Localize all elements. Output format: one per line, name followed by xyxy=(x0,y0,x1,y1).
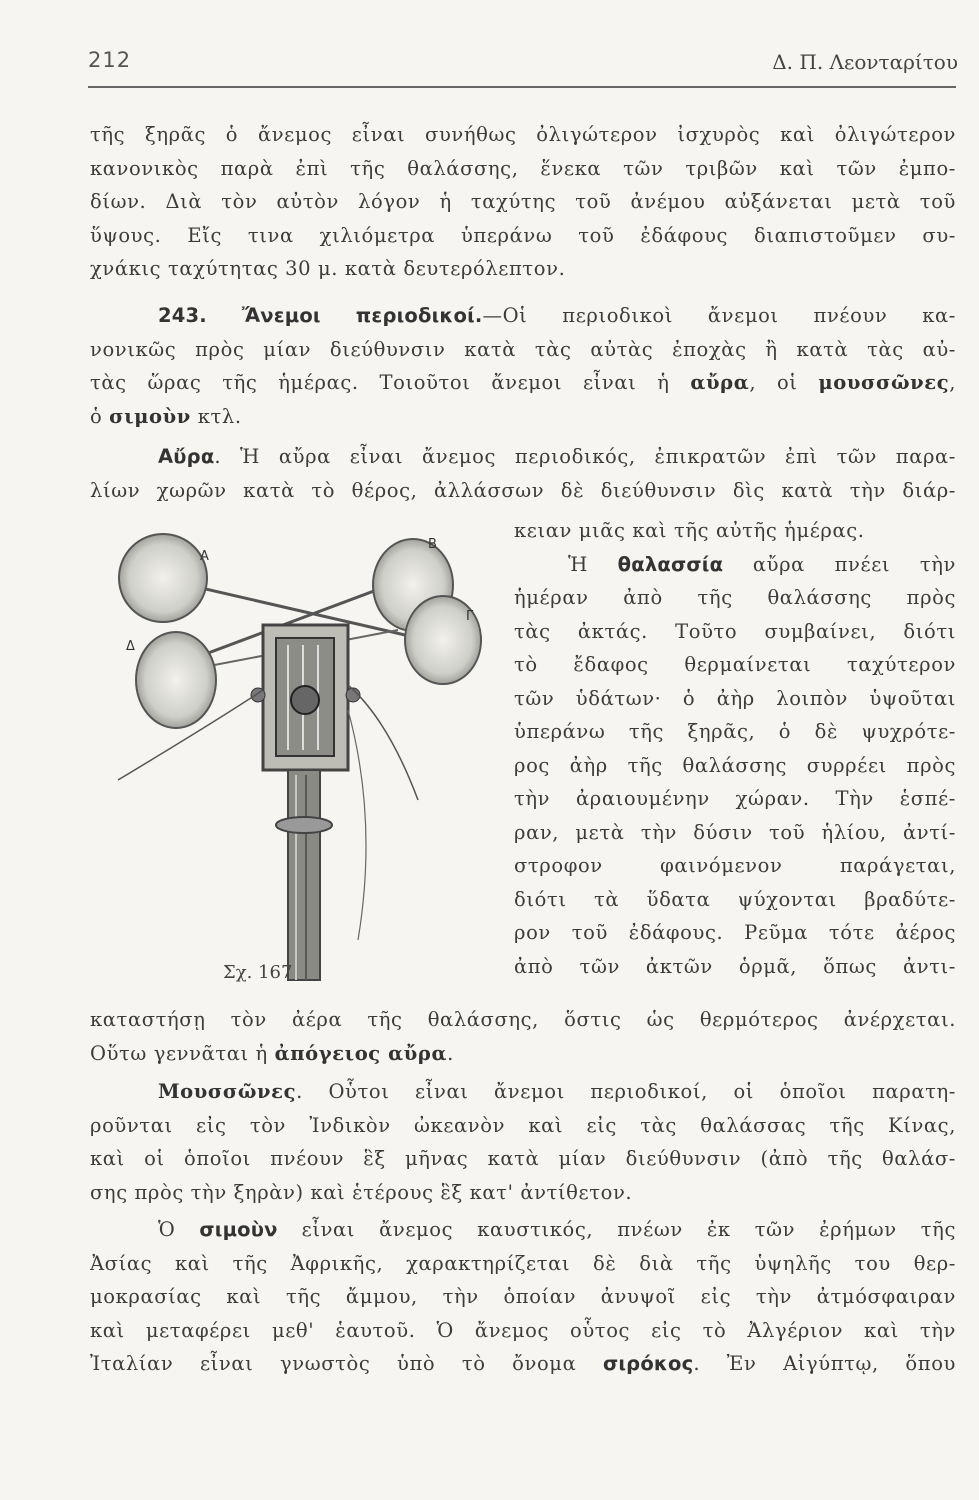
anemometer-illustration-icon xyxy=(88,520,508,1000)
text-line: λίων χωρῶν κατὰ τὸ θέρος, ἀλλάσσων δὲ διεύθυνσιν δὶς κατὰ τὴν διάρ- xyxy=(90,478,956,502)
text-line: κειαν μιᾶς καὶ τῆς αὐτῆς ἡμέρας. xyxy=(514,519,865,542)
text-line: τῆς ξηρᾶς ὁ ἄνεμος εἶναι συνήθως ὀλιγώτερον ἰσχυρὸς καὶ ὀλιγώτερον xyxy=(90,123,956,146)
text-line: δίων. Διὰ τὸν αὐτὸν λόγον ἡ ταχύτης τοῦ ἀνέμου αὐξάνεται μετὰ τοῦ xyxy=(90,190,956,213)
text-line: στροφον φαινόμενον παράγεται, xyxy=(514,854,956,877)
section-heading-line xyxy=(90,299,956,333)
text-line: ἡμέραν ἀπὸ τῆς θαλάσσης πρὸς xyxy=(514,586,956,609)
text-run: , xyxy=(949,371,956,394)
simoun-heading: σιμοὺν xyxy=(199,1218,278,1241)
text-line: ρον τοῦ ἐδάφους. Ρεῦμα τότε ἀέρος xyxy=(514,921,956,944)
text-run: . xyxy=(447,1041,454,1065)
text-run: Οὕτω γεννᾶται ἡ xyxy=(90,1041,275,1065)
text-line: ὑπεράνω τῆς ξηρᾶς, ὁ δὲ ψυχρότε- xyxy=(514,720,956,743)
text-line: τὴν ἀραιουμένην χώραν. Τὴν ἑσπέ- xyxy=(514,787,956,810)
figure-caption: Σχ. 167 xyxy=(223,962,293,983)
avra-heading: Αὔρα xyxy=(158,445,215,468)
text-run: Ὁ xyxy=(158,1218,200,1241)
text-run: τὰς ὥρας τῆς ἡμέρας. Τοιοῦτοι ἄνεμοι εἶναι ἡ xyxy=(90,371,691,394)
running-head: Δ. Π. Λεονταρίτου xyxy=(772,50,958,74)
text-line xyxy=(90,1037,956,1071)
text-line xyxy=(90,1347,956,1381)
text-line xyxy=(90,1075,956,1109)
avra-narrow-column xyxy=(514,514,956,983)
figure-label-a: Α xyxy=(200,549,209,564)
text-line: ὕψους. Εἴς τινα χιλιόμετρα ὑπεράνω τοῦ ἐδάφους διαπιστοῦμεν συ- xyxy=(90,223,956,247)
figure-label-g: Γ xyxy=(466,609,474,624)
text-line xyxy=(514,548,956,582)
text-line: ραν, μετὰ τὴν δύσιν τοῦ ἡλίου, ἀντί- xyxy=(514,820,956,844)
text-line: Ἀσίας καὶ τῆς Ἀφρικῆς, χαρακτηρίζεται δὲ διὰ τῆς ὑψηλῆς του θερ- xyxy=(90,1251,956,1275)
text-run: —Οἱ περιοδικοὶ ἄνεμοι πνέουν κα- xyxy=(482,304,956,327)
text-line xyxy=(90,366,956,400)
term-simoun: σιμοὺν xyxy=(109,404,191,428)
text-run: Ἰταλίαν εἶναι γνωστὸς ὑπὸ τὸ ὄνομα xyxy=(90,1352,603,1375)
anemometer-figure xyxy=(88,520,508,1000)
section-243 xyxy=(90,299,956,433)
figure-label-d: Δ xyxy=(126,639,135,654)
page-number: 212 xyxy=(88,48,132,72)
text-run: . Ἡ αὔρα εἶναι ἄνεμος περιοδικός, ἐπικρατῶν ἐπὶ τῶν παρα- xyxy=(214,445,956,468)
text-line: ροῦνται εἰς τὸν Ἰνδικὸν ὠκεανὸν καὶ εἰς τὰς θαλάσσας τῆς Κίνας, xyxy=(90,1113,956,1137)
text-line: κανονικὸς παρὰ ἐπὶ τῆς θαλάσσης, ἕνεκα τῶν τριβῶν καὶ τῶν ἐμπο- xyxy=(90,156,956,180)
text-line: μοκρασίας καὶ τῆς ἄμμου, τὴν ὁποίαν ἀνυψοῖ εἰς τὴν ἀτμόσφαιραν xyxy=(90,1285,956,1308)
monsoons-heading: Μουσσῶνες xyxy=(158,1080,297,1103)
monsoons-paragraph xyxy=(90,1075,956,1209)
term-mousson: μουσσῶνες xyxy=(818,371,950,394)
text-line: καταστήσῃ τὸν ἀέρα τῆς θαλάσσης, ὅστις ὡς θερμότερος ἀνέρχεται. xyxy=(90,1008,956,1031)
text-line xyxy=(90,440,956,474)
figure-label-b: Β xyxy=(428,537,437,552)
avra-paragraph xyxy=(90,440,956,507)
text-run: κτλ. xyxy=(190,404,242,428)
term-sirocco: σιρόκος xyxy=(602,1352,694,1375)
text-line xyxy=(90,400,956,434)
text-line: τὰς ἀκτάς. Τοῦτο συμβαίνει, διότι xyxy=(514,619,956,643)
page-header xyxy=(88,48,958,88)
section-number: 243. xyxy=(158,304,207,327)
text-line: καὶ μεταφέρει μεθ' ἑαυτοῦ. Ὁ ἄνεμος οὗτος εἰς τὸ Ἀλγέριον καὶ τὴν xyxy=(90,1318,956,1342)
section-title: Ἄνεμοι περιοδικοί. xyxy=(241,304,483,327)
text-line: χνάκις ταχύτητας 30 μ. κατὰ δευτερόλεπτον. xyxy=(90,257,566,280)
simoun-paragraph xyxy=(90,1213,956,1381)
text-run: εἶναι ἄνεμος καυστικός, πνέων ἐκ τῶν ἐρήμων τῆς xyxy=(277,1218,956,1241)
text-line: καὶ οἱ ὁποῖοι πνέουν ἓξ μῆνας κατὰ μίαν διεύθυνσιν (ἀπὸ τῆς θαλάσ- xyxy=(90,1147,956,1170)
text-run: . Ἐν Αἰγύπτῳ, ὅπου xyxy=(693,1352,956,1375)
text-line: ἀπὸ τῶν ἀκτῶν ὁρμᾶ, ὅπως ἀντι- xyxy=(514,954,956,978)
term-land-breeze: ἀπόγειος αὔρα xyxy=(274,1041,448,1065)
header-rule xyxy=(88,86,956,88)
text-run: , οἱ xyxy=(749,371,819,394)
term-sea-breeze: θαλασσία xyxy=(617,552,724,576)
text-run: ὁ xyxy=(90,404,110,428)
text-line: τῶν ὑδάτων· ὁ ἀὴρ λοιπὸν ὑψοῦται xyxy=(514,686,956,710)
text-run: αὔρα πνέει τὴν xyxy=(723,552,956,576)
text-run: . Οὗτοι εἶναι ἄνεμοι περιοδικοί, οἱ ὁποῖοι παρατη- xyxy=(296,1080,956,1103)
text-line: τὸ ἔδαφος θερμαίνεται ταχύτερον xyxy=(514,653,956,676)
term-avra: αὔρα xyxy=(690,371,750,394)
text-line: ρος ἀὴρ τῆς θαλάσσης συρρέει πρὸς xyxy=(514,753,956,777)
text-line: διότι τὰ ὕδατα ψύχονται βραδύτε- xyxy=(514,887,956,911)
text-line: σης πρὸς τὴν ξηρὰν) καὶ ἑτέρους ἓξ κατ' ἀντίθετον. xyxy=(90,1180,633,1204)
text-line: νονικῶς πρὸς μίαν διεύθυνσιν κατὰ τὰς αὐτὰς ἐποχὰς ἢ κατὰ τὰς αὐ- xyxy=(90,337,956,361)
intro-paragraph xyxy=(90,118,956,286)
text-run: Ἡ xyxy=(568,552,618,576)
avra-conclusion xyxy=(90,1003,956,1070)
text-line xyxy=(90,1213,956,1247)
